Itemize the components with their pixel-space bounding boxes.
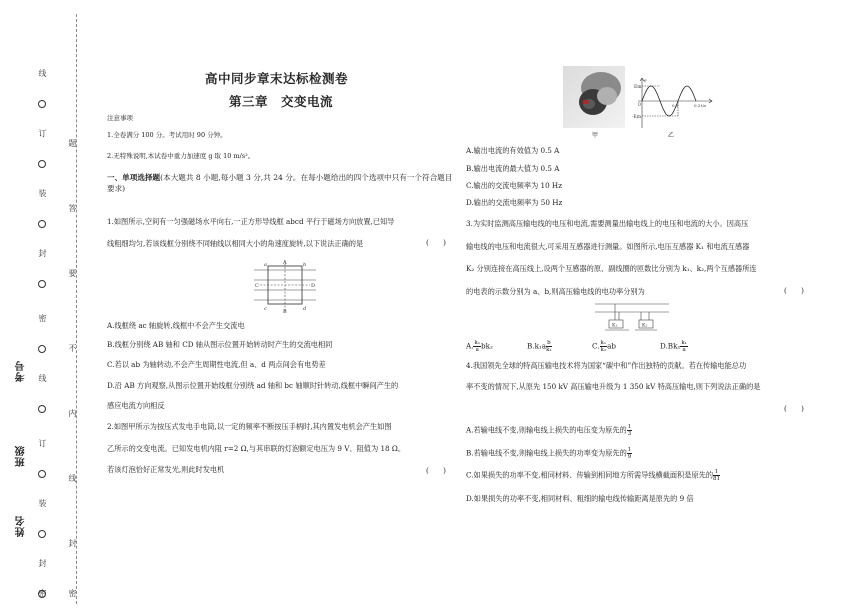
fraction: $\frac{1}{81}$ bbox=[713, 469, 721, 482]
q3-option-d: D.Bk₂ $\frac{\text{k₁}}{a}$ bbox=[660, 340, 687, 353]
binding-char: 订 bbox=[38, 129, 47, 138]
binding-inner-char: 内 bbox=[68, 409, 77, 418]
q1-stem-line-2: 线粗细均匀,若该线框分别绕不同轴线以相同大小的角速度旋转,以下说法正确的是 bbox=[107, 239, 364, 248]
binding-char: 线 bbox=[38, 374, 47, 383]
binding-char: 装 bbox=[38, 499, 47, 508]
fraction: $\frac{b}{\text{k₂}}$ bbox=[546, 340, 552, 353]
fraction: $\frac{\text{k₁}}{a}$ bbox=[681, 340, 687, 353]
q2-stem-line-2: 乙所示的交变电流。已知发电机内阻 r=2 Ω,与其串联的灯泡额定电压为 9 V、阻值为 18 Ω。 bbox=[107, 444, 406, 453]
q2-stem-line-1: 2.如图甲所示为按压式发电手电筒,以一定的频率不断按压手柄时,其内置发电机会产生如图 bbox=[107, 422, 392, 431]
q1-option-d: D.沿 AB 方向观察,从图示位置开始线框分别绕 ad 轴和 bc 轴顺时针转动,线框中瞬间产生的 bbox=[107, 381, 399, 390]
fig-label-A: A bbox=[283, 260, 287, 266]
fig-label-B: B bbox=[283, 309, 287, 314]
fraction: $\frac{\text{k₁}}{a}$ bbox=[474, 340, 481, 353]
q2-fig-label-jia: 甲 bbox=[592, 132, 599, 139]
k1-label: K₁ bbox=[612, 323, 618, 329]
chapter-title: 第三章 交变电流 bbox=[229, 94, 334, 109]
binding-char: 封 bbox=[38, 559, 47, 568]
fig-label-C: C bbox=[255, 283, 259, 289]
name-label: 姓名 bbox=[16, 515, 27, 537]
q1-option-c: C.若以 ab 为轴转动,不会产生周期性电流,但 a、d 两点间会有电势差 bbox=[107, 360, 326, 369]
binding-dashed-line bbox=[76, 14, 77, 604]
binding-circle bbox=[38, 160, 46, 168]
q1-frame-figure bbox=[250, 258, 320, 314]
binding-inner-char: 不 bbox=[68, 344, 77, 353]
q4-stem-line-1: 4.我国领先全球的特高压输电技术将为国家“碳中和”作出独特的贡献。若在传输电能总功 bbox=[466, 361, 747, 370]
binding-inner-char: 密 bbox=[68, 589, 77, 598]
q2-answer-bracket: ( ) bbox=[426, 466, 446, 475]
tick-0-1: 0.1 bbox=[672, 103, 679, 108]
binding-inner-char: 答 bbox=[68, 204, 77, 213]
binding-char: 装 bbox=[38, 189, 47, 198]
binding-char: 封 bbox=[38, 249, 47, 258]
fraction: $\frac{1}{9}$ bbox=[627, 447, 632, 460]
q2-fig-label-yi: 乙 bbox=[668, 132, 675, 139]
q3-answer-bracket: ( ) bbox=[784, 286, 804, 295]
binding-inner-char: 线 bbox=[68, 474, 77, 483]
notice-item-2: 2.无特殊说明,本试卷中重力加速度 g 取 10 m/s²。 bbox=[107, 152, 255, 160]
class-label: 班级 bbox=[16, 445, 27, 467]
fig-label-a: a bbox=[264, 262, 267, 268]
k2-label: K₂ bbox=[642, 323, 648, 329]
binding-circle bbox=[38, 220, 46, 228]
q2-option-a: A.输出电流的有效值为 0.5 A bbox=[466, 146, 560, 155]
binding-circle bbox=[38, 530, 46, 538]
fig-label-D: D bbox=[311, 283, 316, 289]
binding-char: 密 bbox=[38, 589, 47, 598]
q2-option-d: D.输出的交流电频率为 50 Hz bbox=[466, 198, 563, 207]
q2-option-b: B.输出电流的最大值为 0.5 A bbox=[466, 164, 560, 173]
q4-option-a: A.若输电线不变,则输电线上损失的电压变为原先的 $\frac{1}{3}$ bbox=[466, 424, 632, 437]
q2-stem-line-3: 若该灯泡恰好正常发光,则此时发电机 bbox=[107, 465, 225, 474]
fig-label-d: d bbox=[303, 306, 307, 312]
q3-option-b: B.k₁a $\frac{b}{\text{k₂}}$ bbox=[527, 340, 552, 353]
notice-item-1: 1.全卷满分 100 分。考试用时 90 分钟。 bbox=[107, 131, 227, 139]
section-heading: 一、单项选择题(本大题共 8 小题,每小题 3 分,共 24 分。在每小题给出的四个选项中只有一个符合题目要求) bbox=[107, 173, 453, 193]
q4-answer-bracket: ( ) bbox=[784, 404, 804, 413]
q1-answer-bracket: ( ) bbox=[426, 238, 446, 247]
q3-stem-line-1: 3.为实时监测高压输电线的电压和电流,需要测量出输电线上的电压和电流的大小。因高压 bbox=[466, 219, 749, 228]
binding-inner-char: 题 bbox=[68, 139, 77, 148]
binding-char: 线 bbox=[38, 69, 47, 78]
q3-option-c: C. $\frac{\text{k₁}}{\text{k₂}}$ ab bbox=[592, 340, 616, 353]
q4-option-d: D.如果损失的功率不变,相同材料、粗细的输电线传输距离是原先的 9 倍 bbox=[466, 494, 694, 503]
q4-stem-line-2: 率不变的情况下,从原先 150 kV 高压输电升级为 1 350 kV 特高压输电,则下列说法正确的是 bbox=[466, 382, 761, 391]
q3-stem-line-4: 的电表的示数分别为 a、b,则高压输电线的电功率分别为 bbox=[466, 287, 645, 296]
q3-transformer-figure bbox=[595, 300, 669, 336]
q2-option-c: C.输出的交流电频率为 10 Hz bbox=[466, 181, 562, 190]
t-axis-label: t/s bbox=[701, 103, 707, 108]
exam-title: 高中同步章末达标检测卷 bbox=[205, 71, 349, 86]
q1-option-a: A.线框绕 ac 轴旋转,线框中不会产生交流电 bbox=[107, 321, 245, 330]
tick-0-2: 0.2 bbox=[694, 103, 701, 108]
q4-option-c: C.如果损失的功率不变,相同材料、传输到相同地方所需导线横截面积是原先的 $\frac{1}{81}$ bbox=[466, 469, 721, 482]
q1-stem-line-1: 1.如图所示,空间有一匀强磁场水平向右,一正方形导线框 abcd 平行于磁场方向放置,已知导 bbox=[107, 217, 395, 226]
binding-circle bbox=[38, 280, 46, 288]
binding-inner-char: 要 bbox=[68, 269, 77, 278]
q3-stem-line-2: 输电线的电压和电流很大,可采用互感器进行测量。如图所示,电压互感器 K₁ 和电流互感器 bbox=[466, 242, 750, 251]
fraction: $\frac{1}{3}$ bbox=[627, 424, 632, 437]
notice-heading: 注意事项 bbox=[107, 114, 133, 122]
q3-stem-line-3: K₂ 分别连接在高压线上,设两个互感器的原、副线圈的匝数比分别为 k₁、k₂,两个互感器所连 bbox=[466, 264, 757, 273]
binding-char: 密 bbox=[38, 314, 47, 323]
q1-option-d-cont: 感应电流方向相反 bbox=[107, 401, 165, 410]
binding-circle bbox=[38, 100, 46, 108]
binding-char: 订 bbox=[38, 439, 47, 448]
fig-label-b: b bbox=[303, 262, 307, 268]
em-label: Em bbox=[634, 85, 642, 90]
binding-circle bbox=[38, 345, 46, 353]
fig-label-c: c bbox=[264, 306, 267, 312]
q1-option-b: B.线框分别绕 AB 轴和 CD 轴从图示位置开始转动时产生的交流电相同 bbox=[107, 340, 333, 349]
neg-em-label: -Em bbox=[632, 115, 642, 120]
binding-circle bbox=[38, 470, 46, 478]
q2-flashlight-photo bbox=[563, 66, 625, 128]
q3-option-a: A. $\frac{\text{k₁}}{a}$ bk₂ bbox=[466, 340, 493, 353]
binding-inner-char: 封 bbox=[68, 539, 77, 548]
q2-waveform-chart bbox=[632, 76, 714, 130]
origin-label: 0 bbox=[638, 103, 641, 108]
exam-number-label: 考号 bbox=[16, 360, 27, 382]
binding-circle bbox=[38, 405, 46, 413]
e-axis-label: e bbox=[644, 79, 647, 84]
fraction: $\frac{\text{k₁}}{\text{k₂}}$ bbox=[600, 340, 607, 353]
q4-option-b: B.若输电线不变,则输电线上损失的功率变为原先的 $\frac{1}{9}$ bbox=[466, 447, 632, 460]
